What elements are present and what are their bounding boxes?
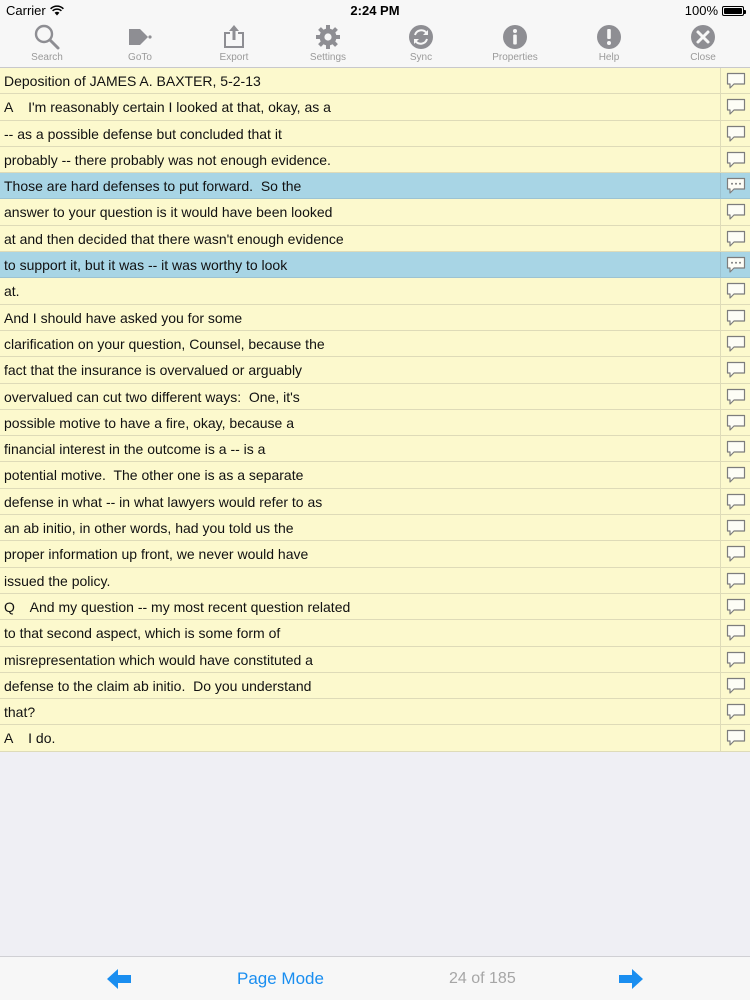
transcript-line[interactable] xyxy=(0,647,750,673)
transcript-line-text: Deposition of JAMES A. BAXTER, 5-2-13 xyxy=(4,73,261,89)
transcript-line[interactable] xyxy=(0,226,750,252)
settings-button[interactable] xyxy=(288,20,368,67)
speech-bubble-icon xyxy=(726,545,746,563)
speech-bubble-icon xyxy=(726,256,746,274)
transcript-line[interactable] xyxy=(0,594,750,620)
speech-bubble-icon xyxy=(726,72,746,90)
transcript-line[interactable] xyxy=(0,436,750,462)
note-button[interactable] xyxy=(720,278,750,303)
transcript-line[interactable] xyxy=(0,699,750,725)
note-button[interactable] xyxy=(720,620,750,645)
toolbar xyxy=(0,20,750,68)
transcript-line-text: misrepresentation which would have constituted a xyxy=(4,651,313,668)
transcript-line-text: that? xyxy=(4,704,36,721)
goto-label: GoTo xyxy=(128,52,152,63)
help-button[interactable] xyxy=(569,20,649,67)
note-button[interactable] xyxy=(720,252,750,277)
note-button[interactable] xyxy=(720,568,750,593)
transcript-line-text: fact that the insurance is overvalued or arguably xyxy=(4,362,303,379)
transcript-line-text: at. xyxy=(4,283,20,300)
note-button[interactable] xyxy=(720,199,750,224)
transcript-line-text: at and then decided that there wasn't enough evidence xyxy=(4,230,344,247)
gear-icon xyxy=(314,23,342,51)
speech-bubble-icon xyxy=(726,151,746,169)
transcript-line-text: defense in what -- in what lawyers would refer to as xyxy=(4,493,323,510)
export-button[interactable] xyxy=(194,20,274,67)
transcript-line[interactable] xyxy=(0,673,750,699)
export-icon xyxy=(220,23,248,51)
speech-bubble-icon xyxy=(726,624,746,642)
goto-icon xyxy=(126,23,154,51)
note-button[interactable] xyxy=(720,673,750,698)
note-button[interactable] xyxy=(720,515,750,540)
speech-bubble-icon xyxy=(726,230,746,248)
transcript-line-text: defense to the claim ab initio. Do you understand xyxy=(4,677,312,694)
exclamation-icon xyxy=(595,23,623,51)
transcript-line[interactable] xyxy=(0,305,750,331)
note-button[interactable] xyxy=(720,725,750,750)
search-icon xyxy=(33,23,61,51)
transcript-line-text: possible motive to have a fire, okay, because a xyxy=(4,414,295,431)
transcript-line[interactable] xyxy=(0,121,750,147)
transcript-line-text: Those are hard defenses to put forward. So the xyxy=(4,178,302,195)
note-button[interactable] xyxy=(720,305,750,330)
note-button[interactable] xyxy=(720,462,750,487)
note-button[interactable] xyxy=(720,384,750,409)
battery-percent: 100% xyxy=(684,3,718,18)
transcript-line[interactable] xyxy=(0,515,750,541)
speech-bubble-icon xyxy=(726,703,746,721)
transcript-line[interactable] xyxy=(0,199,750,225)
speech-bubble-icon xyxy=(726,414,746,432)
speech-bubble-icon xyxy=(726,388,746,406)
transcript-line-text: financial interest in the outcome is a -- is a xyxy=(4,441,266,458)
arrow-left-icon[interactable] xyxy=(107,969,131,989)
search-label: Search xyxy=(31,52,63,63)
speech-bubble-icon xyxy=(726,335,746,353)
note-button[interactable] xyxy=(720,594,750,619)
transcript-line[interactable] xyxy=(0,147,750,173)
note-button[interactable] xyxy=(720,410,750,435)
transcript-line[interactable] xyxy=(0,462,750,488)
arrow-right-icon[interactable] xyxy=(619,969,643,989)
note-button[interactable] xyxy=(720,357,750,382)
transcript-line[interactable] xyxy=(0,725,750,751)
transcript-line-text: an ab initio, in other words, had you told us the xyxy=(4,520,294,537)
sync-icon xyxy=(407,23,435,51)
transcript-line-text: -- as a possible defense but concluded that it xyxy=(4,125,282,142)
transcript-line-text: And I should have asked you for some xyxy=(4,309,243,326)
transcript-line[interactable] xyxy=(0,331,750,357)
help-label: Help xyxy=(598,52,620,63)
close-button[interactable] xyxy=(663,20,743,67)
transcript-line[interactable] xyxy=(0,357,750,383)
transcript-line-text: proper information up front, we never would have xyxy=(4,546,309,563)
transcript-line[interactable] xyxy=(0,384,750,410)
transcript-line[interactable] xyxy=(0,278,750,304)
speech-bubble-icon xyxy=(726,493,746,511)
speech-bubble-icon xyxy=(726,440,746,458)
transcript-line-text: A I'm reasonably certain I looked at that, okay, as a xyxy=(4,99,331,116)
note-button[interactable] xyxy=(720,147,750,172)
battery-indicator xyxy=(685,3,744,18)
properties-button[interactable] xyxy=(475,20,555,67)
status-time: 2:24 PM xyxy=(350,3,400,18)
status-bar xyxy=(0,0,750,20)
speech-bubble-icon xyxy=(726,598,746,616)
speech-bubble-icon xyxy=(726,309,746,327)
transcript-list xyxy=(0,68,750,752)
carrier-label: Carrier xyxy=(6,3,46,18)
sync-button[interactable] xyxy=(381,20,461,67)
note-button[interactable] xyxy=(720,94,750,119)
transcript-line-text: overvalued can cut two different ways: One, it's xyxy=(4,388,300,405)
speech-bubble-icon xyxy=(726,466,746,484)
search-button[interactable] xyxy=(7,20,87,67)
note-button[interactable] xyxy=(720,173,750,198)
speech-bubble-icon xyxy=(726,98,746,116)
note-button[interactable] xyxy=(720,489,750,514)
transcript-line[interactable] xyxy=(0,568,750,594)
note-button[interactable] xyxy=(720,541,750,566)
transcript-line-text: answer to your question is it would have been looked xyxy=(4,204,333,221)
transcript-line[interactable] xyxy=(0,252,750,278)
close-icon xyxy=(689,23,717,51)
speech-bubble-icon xyxy=(726,729,746,747)
transcript-line[interactable] xyxy=(0,68,750,94)
transcript-line[interactable] xyxy=(0,541,750,567)
note-button[interactable] xyxy=(720,226,750,251)
settings-label: Settings xyxy=(309,52,347,63)
page-count: 24 of 185 xyxy=(449,970,516,987)
speech-bubble-icon xyxy=(726,282,746,300)
transcript-line-text: to that second aspect, which is some form of xyxy=(4,625,281,642)
speech-bubble-icon xyxy=(726,177,746,195)
transcript-line-text: probably -- there probably was not enough evidence. xyxy=(4,151,331,168)
note-button[interactable] xyxy=(720,68,750,93)
transcript-line[interactable] xyxy=(0,410,750,436)
transcript-line-text: A I do. xyxy=(4,730,56,747)
transcript-line-text: potential motive. The other one is as a separate xyxy=(4,467,304,484)
speech-bubble-icon xyxy=(726,572,746,590)
bottom-bar xyxy=(0,956,750,1000)
transcript-line-text: to support it, but it was -- it was worthy to look xyxy=(4,257,288,274)
transcript-line-text: Q And my question -- my most recent question related xyxy=(4,598,351,615)
note-button[interactable] xyxy=(720,699,750,724)
speech-bubble-icon xyxy=(726,125,746,143)
speech-bubble-icon xyxy=(726,651,746,669)
page-mode-button[interactable]: Page Mode xyxy=(237,969,324,988)
transcript-line[interactable] xyxy=(0,173,750,199)
transcript-line[interactable] xyxy=(0,94,750,120)
transcript-line-text: issued the policy. xyxy=(4,572,111,589)
close-label: Close xyxy=(690,52,716,63)
speech-bubble-icon xyxy=(726,519,746,537)
transcript-line-text: clarification on your question, Counsel, because the xyxy=(4,335,325,352)
battery-icon xyxy=(722,6,744,16)
speech-bubble-icon xyxy=(726,361,746,379)
sync-label: Sync xyxy=(409,52,433,63)
goto-button[interactable] xyxy=(100,20,180,67)
speech-bubble-icon xyxy=(726,677,746,695)
note-button[interactable] xyxy=(720,647,750,672)
info-icon xyxy=(501,23,529,51)
transcript-line[interactable] xyxy=(0,489,750,515)
export-label: Export xyxy=(219,52,249,63)
transcript-line[interactable] xyxy=(0,620,750,646)
note-button[interactable] xyxy=(720,121,750,146)
speech-bubble-icon xyxy=(726,203,746,221)
note-button[interactable] xyxy=(720,436,750,461)
properties-label: Properties xyxy=(492,52,538,63)
note-button[interactable] xyxy=(720,331,750,356)
